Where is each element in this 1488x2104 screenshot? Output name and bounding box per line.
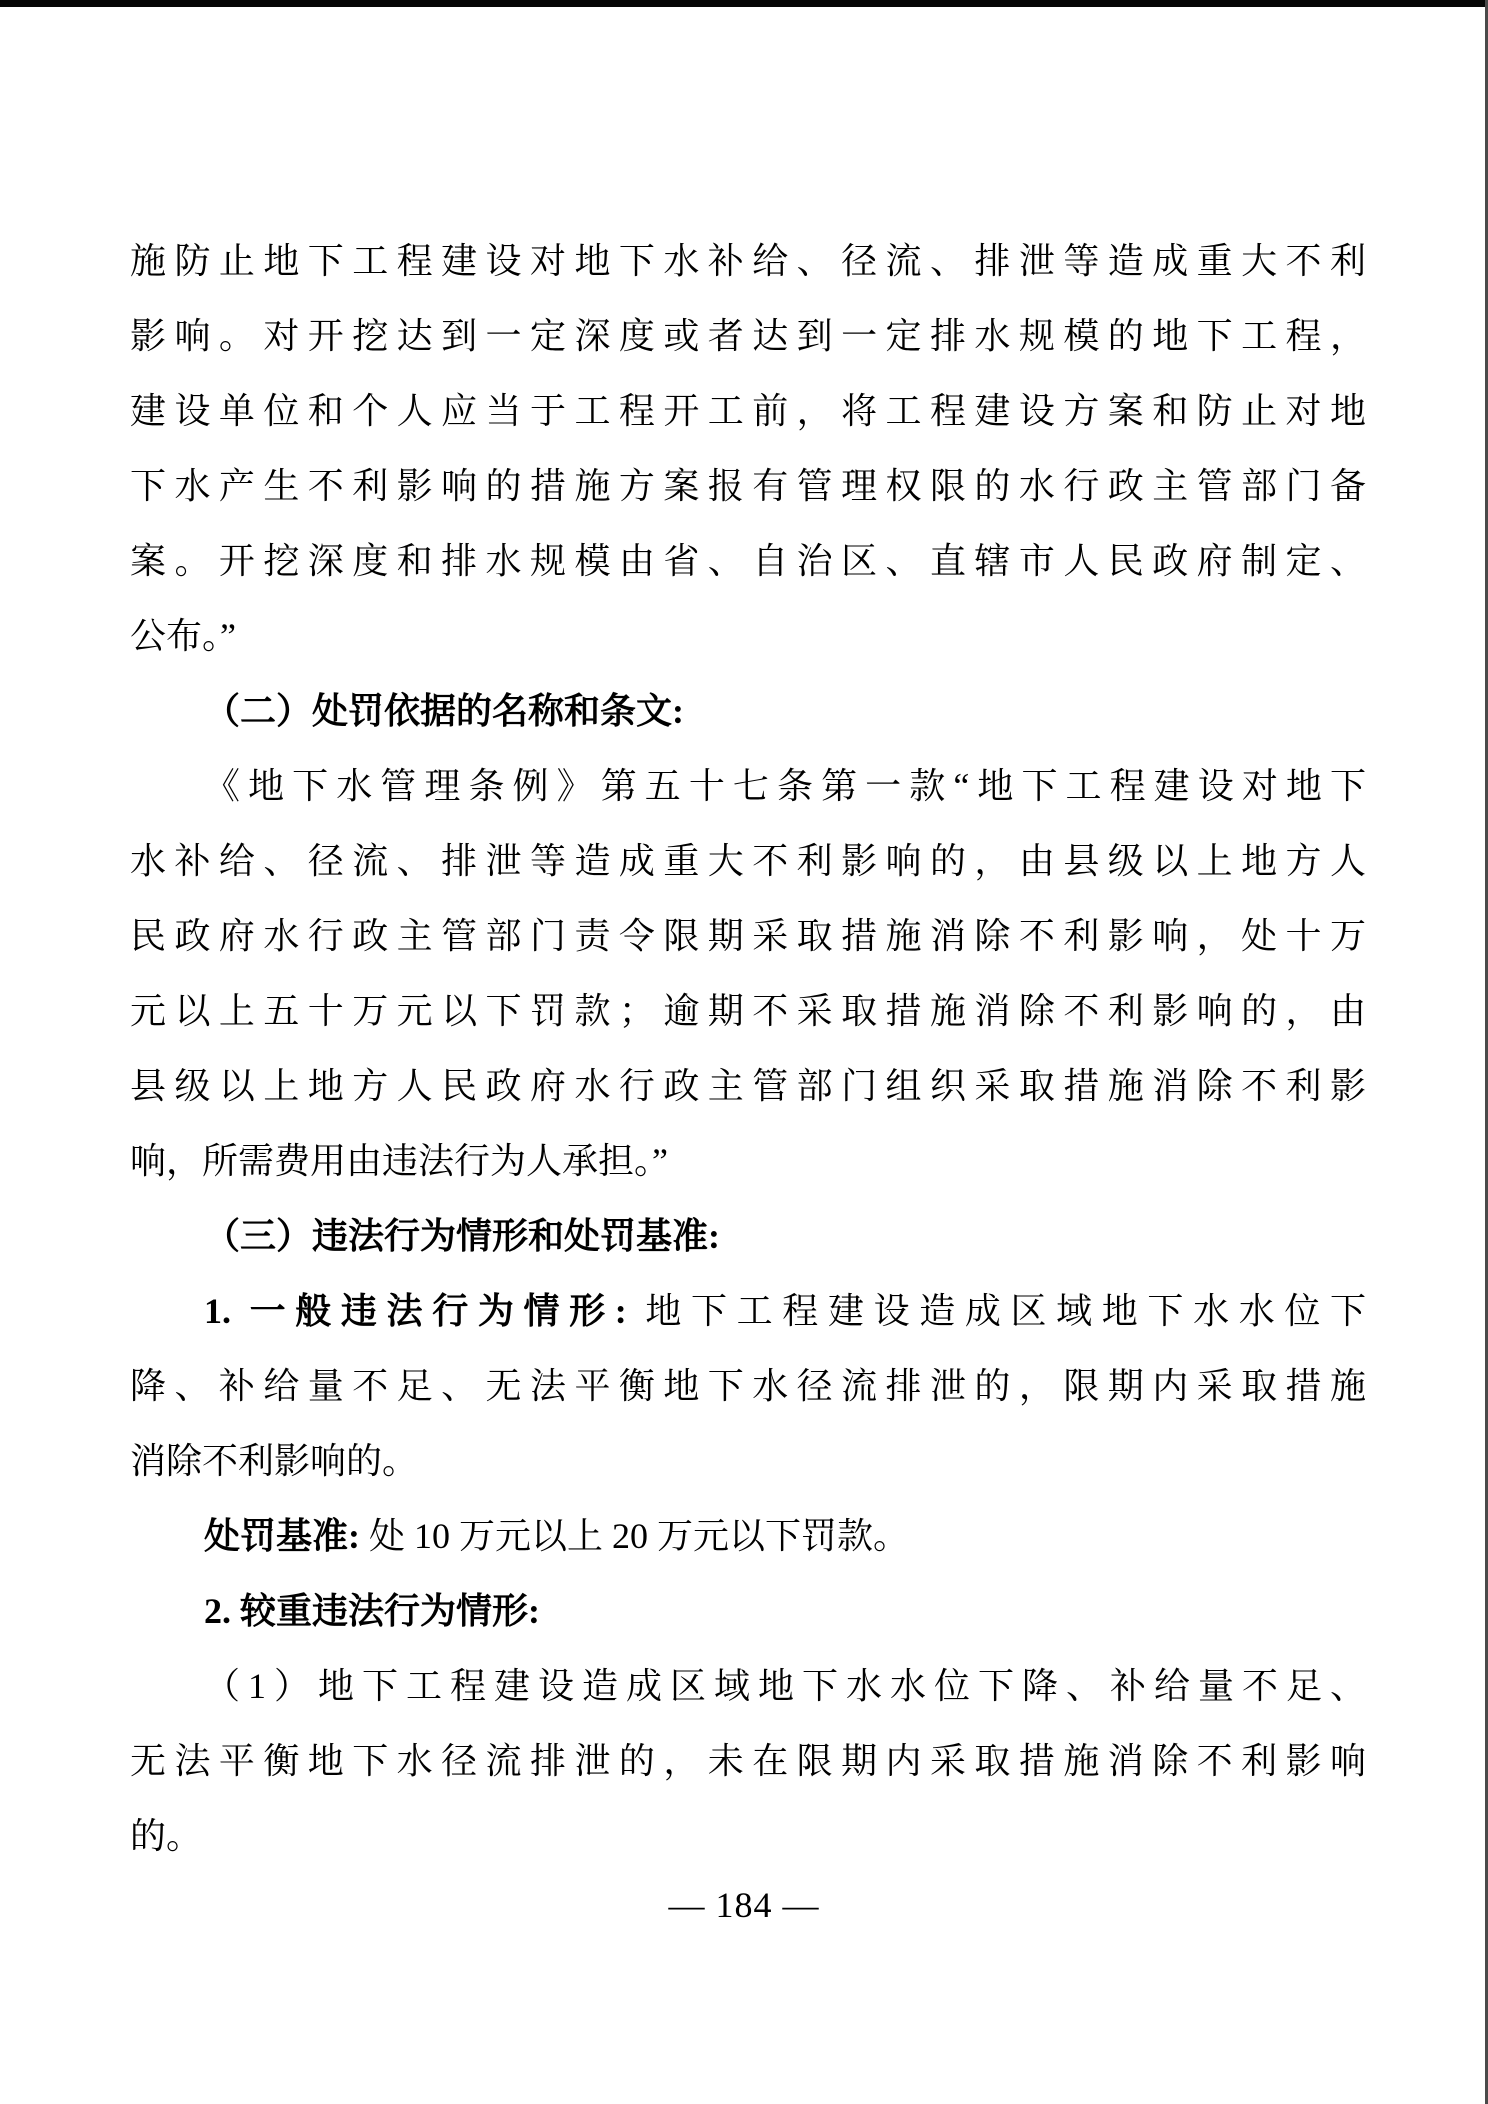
text-line [130, 1199, 1366, 1274]
text-segment-bold: 处罚基准: [204, 1516, 369, 1556]
text-segment: 建设单位和个人应当于工程开工前，将工程建设方案和防止对地 [130, 391, 1366, 431]
text-line [130, 974, 1366, 1049]
text-segment: 响，所需费用由违法行为人承担。” [130, 1141, 668, 1181]
text-line [130, 224, 1366, 299]
text-line [130, 1649, 1366, 1724]
text-segment: 公布。” [130, 616, 236, 656]
text-line [130, 899, 1366, 974]
text-line [130, 1724, 1366, 1799]
text-segment-bold: 2. 较重违法行为情形: [204, 1591, 540, 1631]
text-line [130, 824, 1366, 899]
text-segment-bold: 1. 一般违法行为情形: [204, 1291, 646, 1331]
text-line [130, 1274, 1366, 1349]
text-line [130, 1349, 1366, 1424]
text-line [130, 1499, 1366, 1574]
text-line [130, 299, 1366, 374]
text-segment: 案。开挖深度和排水规模由省、自治区、直辖市人民政府制定、 [130, 541, 1366, 581]
scan-edge-top [0, 0, 1488, 7]
text-segment: 的。 [130, 1816, 203, 1856]
text-line [130, 1124, 1366, 1199]
text-segment: 消除不利影响的。 [130, 1441, 419, 1481]
text-segment: 地下工程建设造成区域地下水水位下 [645, 1291, 1366, 1331]
text-line [130, 1049, 1366, 1124]
text-segment: 无法平衡地下水径流排泄的，未在限期内采取措施消除不利影响 [130, 1741, 1366, 1781]
text-segment: 县级以上地方人民政府水行政主管部门组织采取措施消除不利影 [130, 1066, 1366, 1106]
text-line [130, 374, 1366, 449]
text-segment: 民政府水行政主管部门责令限期采取措施消除不利影响，处十万 [130, 916, 1366, 956]
text-segment: 施防止地下工程建设对地下水补给、径流、排泄等造成重大不利 [130, 241, 1366, 281]
text-line [130, 1424, 1366, 1499]
text-segment: 元以上五十万元以下罚款；逾期不采取措施消除不利影响的，由 [130, 991, 1366, 1031]
text-line [130, 599, 1366, 674]
text-segment: （1）地下工程建设造成区域地下水水位下降、补给量不足、 [204, 1666, 1366, 1706]
text-line [130, 524, 1366, 599]
text-segment: 影响。对开挖达到一定深度或者达到一定排水规模的地下工程， [130, 316, 1366, 356]
text-segment: 下水产生不利影响的措施方案报有管理权限的水行政主管部门备 [130, 466, 1366, 506]
text-segment: 降、补给量不足、无法平衡地下水径流排泄的，限期内采取措施 [130, 1366, 1366, 1406]
text-segment-bold: （三）违法行为情形和处罚基准: [204, 1216, 720, 1256]
text-segment-bold: （二）处罚依据的名称和条文: [204, 691, 684, 731]
document-body [130, 224, 1366, 1874]
text-line [130, 749, 1366, 824]
text-line [130, 674, 1366, 749]
text-segment: 《地下水管理条例》第五十七条第一款“地下工程建设对地下 [204, 766, 1366, 806]
text-line [130, 1799, 1366, 1874]
page-number: — 184 — [668, 1885, 820, 1925]
text-line [130, 449, 1366, 524]
text-line [130, 1574, 1366, 1649]
text-segment: 水补给、径流、排泄等造成重大不利影响的，由县级以上地方人 [130, 841, 1366, 881]
text-segment: 处 10 万元以上 20 万元以下罚款。 [369, 1516, 910, 1556]
